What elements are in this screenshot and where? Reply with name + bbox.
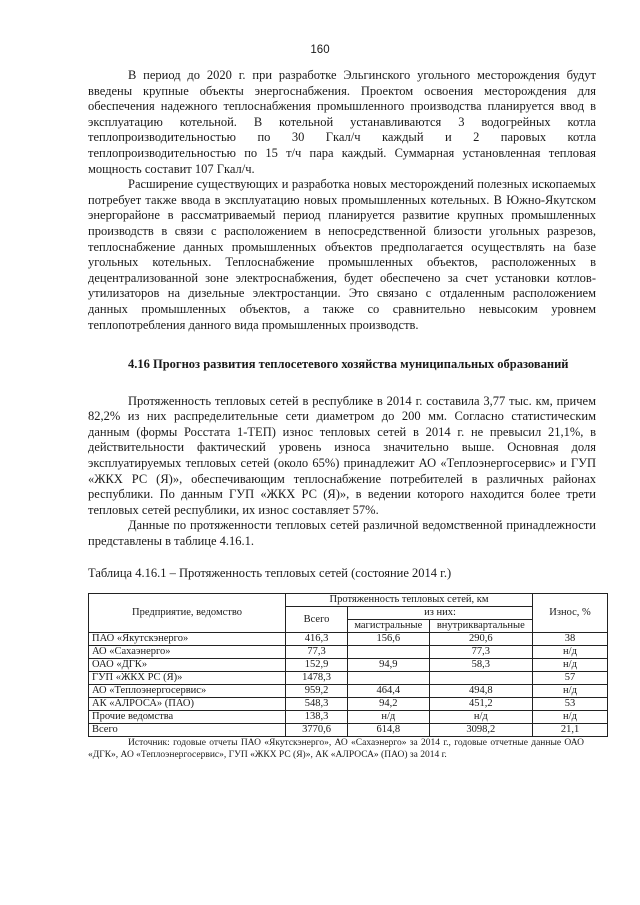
cell-total: 959,2 [286, 685, 348, 698]
cell-enterprise: Прочие ведомства [89, 711, 286, 724]
cell-wear: 21,1 [533, 724, 608, 737]
header-enterprise: Предприятие, ведомство [89, 594, 286, 633]
cell-enterprise: Всего [89, 724, 286, 737]
table-row [89, 698, 608, 711]
paragraph-elga-deposit: В период до 2020 г. при разработке Эльгинского угольного месторождения будут введены крупные объекты энергоснабжения. Проектом освоения месторождения для обеспечения надежного теплоснабжения промышленного производства планируется ввод в эксплуатацию котельной. В котельной устанавливаются 3 водогрейных котла теплопроизводительностью по 30 Гкал/ч каждый и 2 паровых котла теплопроизводительностью по 15 т/ч пара каждый. Суммарная установленная тепловая мощность составит 107 Гкал/ч. [88, 68, 596, 176]
cell-wear: 38 [533, 633, 608, 646]
cell-enterprise: ОАО «ДГК» [89, 659, 286, 672]
cell-wear: н/д [533, 711, 608, 724]
cell-trunk [348, 672, 430, 685]
table-source-note: Источник: годовые отчеты ПАО «Якутскэнерго», АО «Сахаэнерго» за 2014 г., годовые отчетные данные ОАО «ДГК», АО «Теплоэнергосервис», ГУП «ЖКХ РС (Я)», АК «АЛРОСА» (ПАО) за 2014 г. [88, 738, 584, 760]
cell-total: 152,9 [286, 659, 348, 672]
cell-district: 3098,2 [429, 724, 532, 737]
section-heading: 4.16 Прогноз развития теплосетевого хозяйства муниципальных образований [128, 357, 569, 372]
table-row [89, 659, 608, 672]
cell-total: 77,3 [286, 646, 348, 659]
cell-district: н/д [429, 711, 532, 724]
cell-enterprise: АО «Теплоэнергосервис» [89, 685, 286, 698]
paragraph-table-intro: Данные по протяженности тепловых сетей различной ведомственной принадлежности представлены в таблице 4.16.1. [88, 518, 596, 549]
cell-enterprise: АО «Сахаэнерго» [89, 646, 286, 659]
cell-district: 451,2 [429, 698, 532, 711]
cell-total: 548,3 [286, 698, 348, 711]
cell-trunk: 464,4 [348, 685, 430, 698]
cell-district [429, 672, 532, 685]
cell-trunk: н/д [348, 711, 430, 724]
table-row [89, 633, 608, 646]
table-row [89, 646, 608, 659]
table-body [89, 633, 608, 737]
heat-network-table [88, 593, 608, 737]
table-row [89, 685, 608, 698]
cell-trunk [348, 646, 430, 659]
table-row [89, 672, 608, 685]
header-district: внутриквартальные [429, 620, 532, 633]
header-total: Всего [286, 607, 348, 633]
cell-total: 3770,6 [286, 724, 348, 737]
cell-trunk: 156,6 [348, 633, 430, 646]
table-row [89, 724, 608, 737]
cell-wear: 53 [533, 698, 608, 711]
cell-enterprise: АК «АЛРОСА» (ПАО) [89, 698, 286, 711]
cell-trunk: 94,9 [348, 659, 430, 672]
cell-wear: н/д [533, 659, 608, 672]
cell-total: 1478,3 [286, 672, 348, 685]
table-header-row [89, 594, 608, 607]
cell-district: 58,3 [429, 659, 532, 672]
cell-district: 290,6 [429, 633, 532, 646]
paragraph-network-length: Протяженность тепловых сетей в республике в 2014 г. составила 3,77 тыс. км, причем 82,2% из них распределительные сети диаметром до 200 мм. Согласно статистическим данным (формы Росстата 1-ТЕП) износ тепловых сетей в 2014 г. не превысил 21,1%, в действительности фактический уровень износа значительно выше. Основная доля эксплуатируемых тепловых сетей (около 65%) принадлежит АО «Теплоэнергосервис» и ГУП «ЖКХ РС (Я)», обеспечивающим теплоснабжение потребителей в различных районах республики. По данным ГУП «ЖКХ РС (Я)», в ведении которого находится более трети тепловых сетей республики, их износ составляет 57%. [88, 393, 596, 517]
cell-enterprise: ПАО «Якутскэнерго» [89, 633, 286, 646]
cell-enterprise: ГУП «ЖКХ РС (Я)» [89, 672, 286, 685]
table-row [89, 711, 608, 724]
page-content [88, 68, 596, 761]
cell-district: 77,3 [429, 646, 532, 659]
header-trunk: магистральные [348, 620, 430, 633]
cell-total: 138,3 [286, 711, 348, 724]
cell-trunk: 94,2 [348, 698, 430, 711]
cell-wear: н/д [533, 685, 608, 698]
page-number: 160 [310, 44, 330, 56]
cell-total: 416,3 [286, 633, 348, 646]
header-length-group: Протяженность тепловых сетей, км [286, 594, 533, 607]
cell-trunk: 614,8 [348, 724, 430, 737]
cell-wear: 57 [533, 672, 608, 685]
header-of-which: из них: [348, 607, 533, 620]
cell-wear: н/д [533, 646, 608, 659]
paragraph-new-deposits: Расширение существующих и разработка новых месторождений полезных ископаемых потребует также ввода в эксплуатацию новых промышленных котельных. В Южно-Якутском энергорайоне в рассматриваемый период планируется развитие крупных промышленных производств в связи с расположением в непосредственной близости угольных разрезов, теплоснабжение данных промышленных объектов предполагается осуществлять на базе угольных котельных. Теплоснабжение промышленных объектов, расположенных в децентрализованной зоне электроснабжения, будет обеспечено за счет установки котлов-утилизаторов на дизельные электростанции. Это связано с отдаленным расположением данных промышленных объектов, а также со сравнительно невысоким уровнем теплопотребления данного вида промышленных производств. [88, 177, 596, 332]
cell-district: 494,8 [429, 685, 532, 698]
table-caption: Таблица 4.16.1 – Протяженность тепловых сетей (состояние 2014 г.) [88, 565, 452, 580]
header-wear: Износ, % [533, 594, 608, 633]
